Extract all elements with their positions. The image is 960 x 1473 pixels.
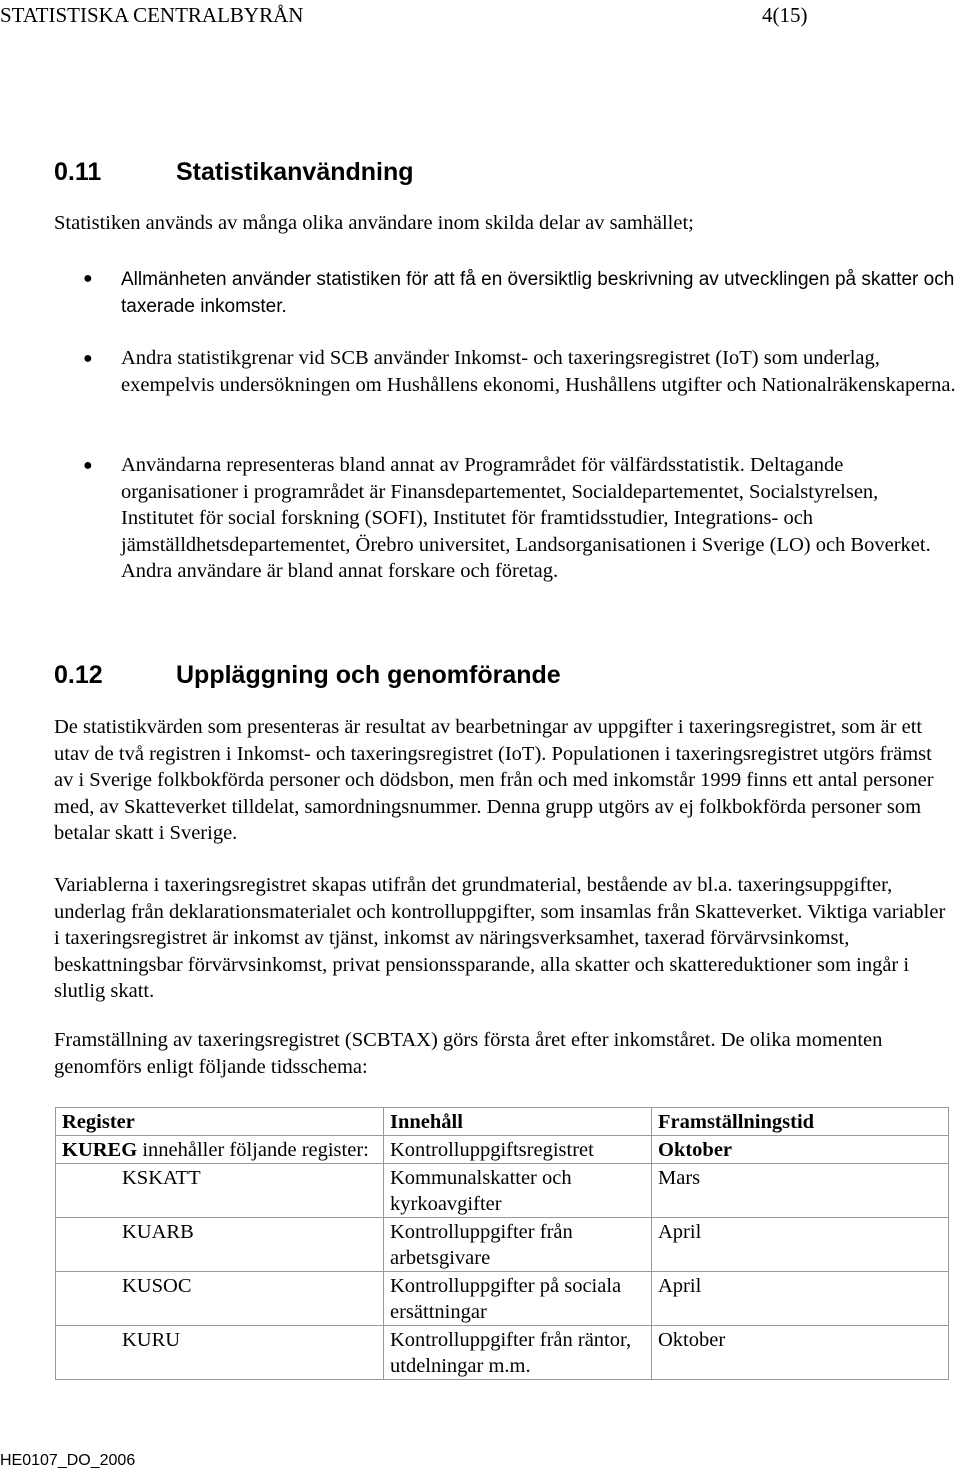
header-cell-time: Framställningstid — [652, 1108, 949, 1136]
time-cell: April — [652, 1218, 949, 1272]
time-cell: April — [652, 1272, 949, 1326]
table-header-row — [56, 1108, 949, 1136]
content-cell: Kontrolluppgifter från arbetsgivare — [384, 1218, 652, 1272]
register-cell: KUARB — [56, 1218, 384, 1272]
section-heading-upplaggning — [54, 661, 561, 690]
section-number: 0.11 — [54, 158, 102, 186]
header-cell-register: Register — [56, 1108, 384, 1136]
register-cell — [56, 1136, 384, 1164]
section-heading-statistikanvandning — [54, 158, 414, 187]
content-cell: Kontrolluppgifter på sociala ersättningar — [384, 1272, 652, 1326]
header-agency: STATISTISKA CENTRALBYRÅN — [0, 3, 304, 27]
bullet-icon: ● — [83, 350, 93, 367]
page-number: 4(15) — [762, 3, 808, 27]
bullet-item: Användarna representeras bland annat av Programrådet för välfärdsstatistik. Deltagande organisationer i programrådet är Finansdepartementet, Socialdepartementet, Socialstyrelsen, Institutet för social forskning (SOFI), Institutet för framtidsstudier, Integrations- och jämställdhetsdepartementet, Örebro universitet, Landsorganisationen i Sverige (LO) och Boverket. Andra användare är bland annat forskare och företag. — [121, 454, 931, 582]
body-paragraph: Variablerna i taxeringsregistret skapas utifrån det grundmaterial, bestående av bl.a. taxeringsuppgifter, underlag från deklarationsmaterialet och kontrolluppgifter, som insamlas från Skatteverket. Viktiga variabler i taxeringsregistret är inkomst av tjänst, inkomst av näringsverksamhet, taxerad förvärvsinkomst, beskattningsbar förvärvsinkomst, privat pensionssparande, alla skatter och skattereduktioner som ingår i slutlig skatt. — [54, 874, 946, 1002]
register-cell: KSKATT — [56, 1164, 384, 1218]
bullet-icon: ● — [83, 270, 93, 287]
intro-paragraph: Statistiken används av många olika användare inom skilda delar av samhället; — [54, 212, 694, 234]
table-row — [56, 1272, 949, 1326]
table-row — [56, 1164, 949, 1218]
section-number: 0.12 — [54, 661, 103, 689]
body-paragraph: Framställning av taxeringsregistret (SCBTAX) görs första året efter inkomståret. De olika momenten genomförs enligt följande tidsschema: — [54, 1029, 883, 1078]
time-cell: Oktober — [652, 1136, 949, 1164]
bullet-icon: ● — [83, 457, 93, 474]
register-cell: KURU — [56, 1326, 384, 1380]
table-row — [56, 1136, 949, 1164]
time-cell: Oktober — [652, 1326, 949, 1380]
table-row — [56, 1218, 949, 1272]
register-cell: KUSOC — [56, 1272, 384, 1326]
section-title: Statistikanvändning — [176, 158, 414, 186]
register-name: KUREG — [62, 1139, 138, 1161]
section-title: Uppläggning och genomförande — [176, 661, 561, 689]
bullet-item: Andra statistikgrenar vid SCB använder Inkomst- och taxeringsregistret (IoT) som underlag, exempelvis undersökningen om Hushållens ekonomi, Hushållens utgifter och Nationalräkenskaperna. — [121, 347, 956, 396]
schedule-table — [55, 1107, 949, 1380]
content-cell: Kontrolluppgiftsregistret — [384, 1136, 652, 1164]
document-code: HE0107_DO_2006 — [0, 1452, 136, 1469]
content-cell: Kommunalskatter och kyrkoavgifter — [384, 1164, 652, 1218]
bullet-item: Allmänheten använder statistiken för att få en översiktlig beskrivning av utvecklingen på skatter och taxerade inkomster. — [121, 269, 955, 317]
header-cell-content: Innehåll — [384, 1108, 652, 1136]
register-desc: innehåller följande register: — [137, 1139, 369, 1161]
time-cell: Mars — [652, 1164, 949, 1218]
content-cell: Kontrolluppgifter från räntor, utdelningar m.m. — [384, 1326, 652, 1380]
table-row — [56, 1326, 949, 1380]
body-paragraph: De statistikvärden som presenteras är resultat av bearbetningar av uppgifter i taxeringsregistret, som är ett utav de två registren i Inkomst- och taxeringsregistret (IoT). Populationen i taxeringsregistret utgörs främst av i Sverige folkbokförda personer och dödsbon, men från och med inkomstår 1999 finns ett antal personer med, av Skatteverket tilldelat, samordningsnummer. Denna grupp utgörs av ej folkbokförda personer som betalar skatt i Sverige. — [54, 716, 934, 844]
